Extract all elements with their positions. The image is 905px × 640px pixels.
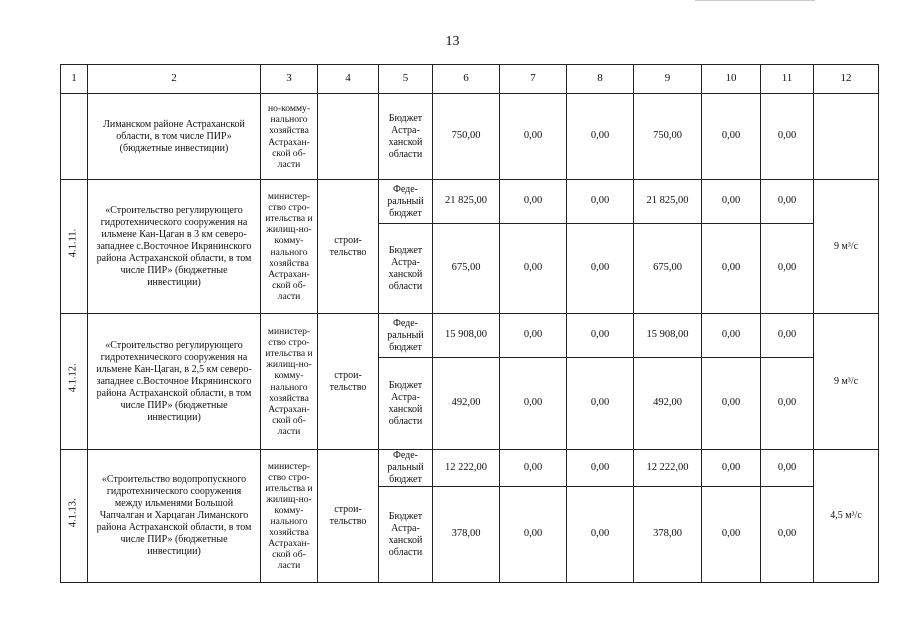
value-cell: 12 222,00 xyxy=(634,450,702,487)
value-cell: 492,00 xyxy=(433,358,500,450)
activity-kind: строи-тельство xyxy=(318,180,379,314)
col-header: 4 xyxy=(318,65,379,94)
value-cell: 0,00 xyxy=(761,314,814,358)
value-cell: 750,00 xyxy=(433,94,500,180)
value-cell: 0,00 xyxy=(500,94,567,180)
funding-source: Бюджет Астра-ханской области xyxy=(379,358,433,450)
value-cell: 378,00 xyxy=(433,487,500,583)
value-cell: 675,00 xyxy=(634,224,702,314)
responsible-executor: но-комму-нального хозяйства Астрахан-ской об-ласти xyxy=(261,94,318,180)
activity-kind: строи-тельство xyxy=(318,314,379,450)
item-description: «Строительство водопропускного гидротехнического сооружения между ильменями Большой Чапчалган и Харцаган Лиманского района Астраханской области, в том числе ПИР» (бюджетные инвестиции) xyxy=(88,450,261,583)
table-row xyxy=(61,94,879,180)
col-header: 11 xyxy=(761,65,814,94)
program-table xyxy=(60,64,879,583)
col-header: 9 xyxy=(634,65,702,94)
item-description: Лиманском районе Астраханской области, в том числе ПИР» (бюджетные инвестиции) xyxy=(88,94,261,180)
result-indicator: 4,5 м³/с xyxy=(814,450,879,583)
value-cell: 0,00 xyxy=(567,94,634,180)
table-row xyxy=(61,314,879,358)
value-cell: 0,00 xyxy=(702,358,761,450)
value-cell: 0,00 xyxy=(500,314,567,358)
funding-source: Феде-ральный бюджет xyxy=(379,180,433,224)
column-number-row xyxy=(61,65,879,94)
col-header: 6 xyxy=(433,65,500,94)
responsible-executor: министер-ство стро-ительства и жилищ-но-комму-нального хозяйства Астрахан-ской об-ласти xyxy=(261,180,318,314)
value-cell: 0,00 xyxy=(761,358,814,450)
col-header: 2 xyxy=(88,65,261,94)
col-header: 5 xyxy=(379,65,433,94)
value-cell: 0,00 xyxy=(567,180,634,224)
result-indicator: 9 м³/с xyxy=(814,314,879,450)
value-cell: 0,00 xyxy=(702,94,761,180)
value-cell: 675,00 xyxy=(433,224,500,314)
value-cell: 15 908,00 xyxy=(433,314,500,358)
col-header: 8 xyxy=(567,65,634,94)
activity-kind: строи-тельство xyxy=(318,450,379,583)
result-indicator: 9 м³/с xyxy=(814,180,879,314)
funding-source: Феде-ральный бюджет xyxy=(379,314,433,358)
value-cell: 0,00 xyxy=(500,487,567,583)
col-header: 3 xyxy=(261,65,318,94)
value-cell: 0,00 xyxy=(500,358,567,450)
funding-source: Бюджет Астра-ханской области xyxy=(379,224,433,314)
item-code: 4.1.12. xyxy=(67,363,79,393)
value-cell: 0,00 xyxy=(761,487,814,583)
item-code-cell xyxy=(61,314,88,450)
value-cell: 0,00 xyxy=(500,224,567,314)
page-number: 13 xyxy=(445,34,460,49)
result-indicator xyxy=(814,94,879,180)
value-cell: 492,00 xyxy=(634,358,702,450)
funding-source: Бюджет Астра-ханской области xyxy=(379,487,433,583)
value-cell: 0,00 xyxy=(761,450,814,487)
responsible-executor: министер-ство стро-ительства и жилищ-но-комму-нального хозяйства Астрахан-ской об-ласти xyxy=(261,314,318,450)
top-edge-marks xyxy=(695,0,815,3)
value-cell: 0,00 xyxy=(702,450,761,487)
value-cell: 21 825,00 xyxy=(634,180,702,224)
item-code-cell xyxy=(61,94,88,180)
item-code-cell xyxy=(61,450,88,583)
value-cell: 0,00 xyxy=(567,224,634,314)
item-code: 4.1.13. xyxy=(67,498,79,527)
responsible-executor: министер-ство стро-ительства и жилищ-но-комму-нального хозяйства Астрахан-ской об-ласти xyxy=(261,450,318,583)
table-row xyxy=(61,180,879,224)
value-cell: 0,00 xyxy=(500,450,567,487)
value-cell: 750,00 xyxy=(634,94,702,180)
item-description: «Строительство регулирующего гидротехнического сооружения на ильмене Кан-Цаган в 3 км северо-западнее с.Восточное Икрянинского района Астраханской области, в том числе ПИР» (бюджетные инвестиции) xyxy=(88,180,261,314)
item-description: «Строительство регулирующего гидротехнического сооружения на ильмене Кан-Цаган, в 2,5 км северо-западнее с.Восточное Икрянинского района Астраханской области, в том числе ПИР» (бюджетные инвестиции) xyxy=(88,314,261,450)
value-cell: 0,00 xyxy=(567,450,634,487)
value-cell: 12 222,00 xyxy=(433,450,500,487)
activity-kind xyxy=(318,94,379,180)
value-cell: 0,00 xyxy=(761,224,814,314)
funding-source: Феде-ральный бюджет xyxy=(379,450,433,487)
value-cell: 0,00 xyxy=(702,314,761,358)
funding-source: Бюджет Астра-ханской области xyxy=(379,94,433,180)
value-cell: 0,00 xyxy=(567,487,634,583)
col-header: 10 xyxy=(702,65,761,94)
item-code: 4.1.11. xyxy=(67,229,79,258)
value-cell: 0,00 xyxy=(567,314,634,358)
table-row xyxy=(61,450,879,487)
value-cell: 0,00 xyxy=(702,224,761,314)
value-cell: 0,00 xyxy=(761,180,814,224)
col-header: 1 xyxy=(61,65,88,94)
col-header: 12 xyxy=(814,65,879,94)
value-cell: 378,00 xyxy=(634,487,702,583)
value-cell: 21 825,00 xyxy=(433,180,500,224)
value-cell: 0,00 xyxy=(500,180,567,224)
value-cell: 0,00 xyxy=(702,487,761,583)
value-cell: 0,00 xyxy=(761,94,814,180)
item-code-cell xyxy=(61,180,88,314)
value-cell: 0,00 xyxy=(567,358,634,450)
value-cell: 0,00 xyxy=(702,180,761,224)
value-cell: 15 908,00 xyxy=(634,314,702,358)
col-header: 7 xyxy=(500,65,567,94)
